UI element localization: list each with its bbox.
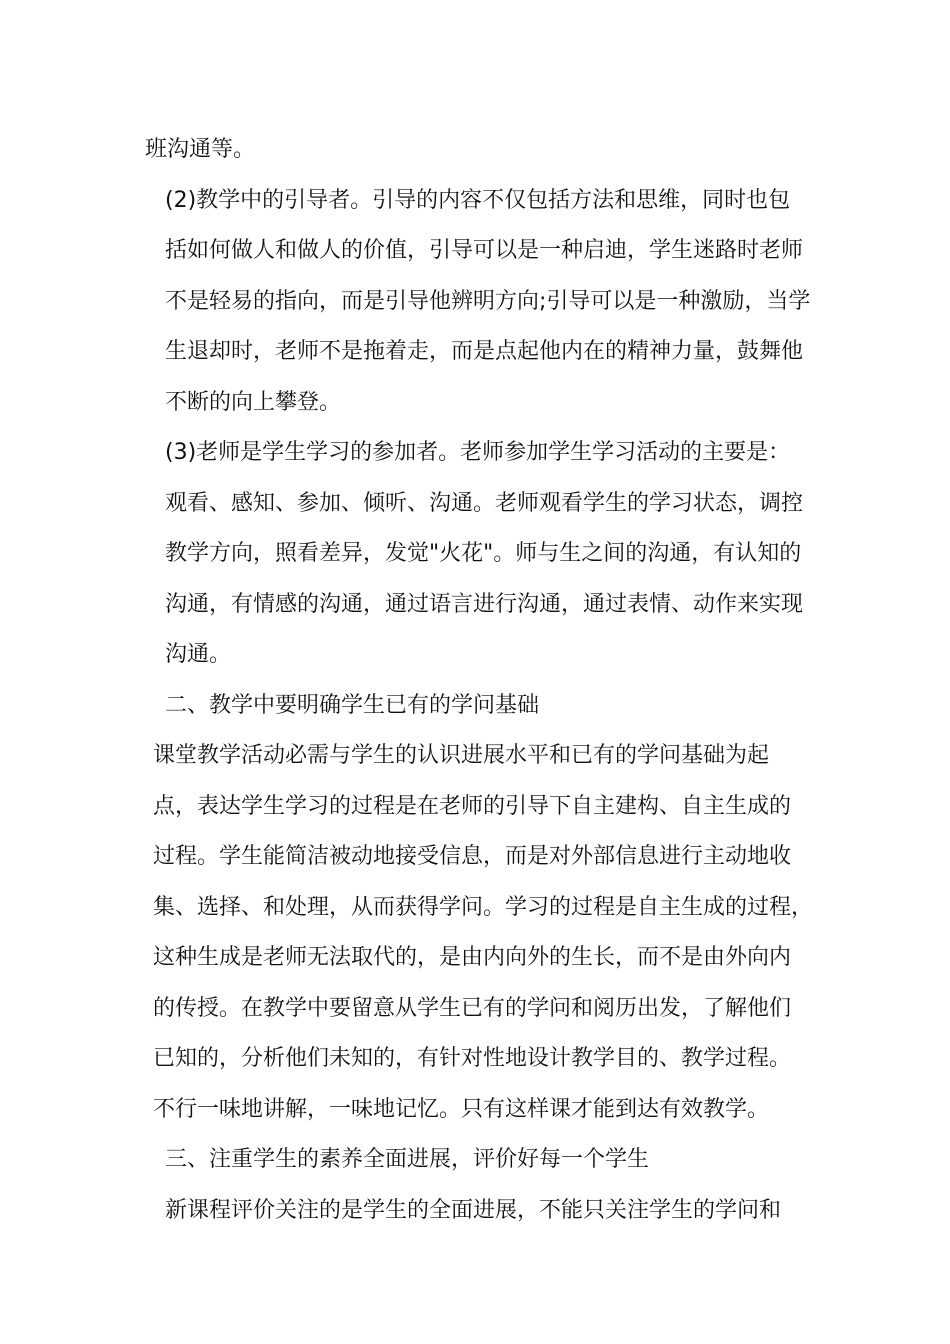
text-line: 集、选择、和处理，从而获得学问。学习的过程是自主生成的过程， — [153, 894, 814, 920]
body-paragraph — [145, 125, 817, 176]
text-line: 点，表达学生学习的过程是在老师的引导下自主建构、自主生成的 — [153, 793, 792, 819]
text-line: 括如何做人和做人的价值，引导可以是一种启迪，学生迷路时老师 — [165, 238, 804, 263]
text-line: 班沟通等。 — [145, 137, 256, 162]
text-line: 新课程评价关注的是学生的全面进展，不能只关注学生的学问和 — [165, 1197, 782, 1223]
body-paragraph — [145, 428, 817, 681]
section-heading — [145, 1135, 817, 1186]
text-line: 观看、感知、参加、倾听、沟通。老师观看学生的学习状态，调控 — [165, 490, 804, 516]
text-line: 不断的向上攀登。 — [165, 389, 342, 415]
text-line: (3)老师是学生学习的参加者。老师参加学生学习活动的主要是： — [165, 440, 791, 465]
body-paragraph — [145, 176, 817, 429]
text-line: 沟通，有情感的沟通，通过语言进行沟通，通过表情、动作来实现 — [165, 591, 804, 617]
text-line: 沟通。 — [165, 642, 232, 667]
body-paragraph — [145, 1186, 817, 1237]
text-line: 的传授。在教学中要留意从学生已有的学问和阅历出发，了解他们 — [153, 995, 792, 1021]
text-line: 过程。学生能简洁被动地接受信息，而是对外部信息进行主动地收 — [153, 844, 792, 869]
text-line: 生退却时，老师不是拖着走，而是点起他内在的精神力量，鼓舞他 — [165, 339, 804, 364]
body-paragraph — [145, 731, 817, 1135]
section-heading — [145, 681, 817, 732]
text-line: 课堂教学活动必需与学生的认识进展水平和已有的学问基础为起 — [153, 743, 770, 768]
text-line: 这种生成是老师无法取代的，是由内向外的生长，而不是由外向内 — [153, 945, 792, 970]
document-body — [145, 125, 817, 1236]
text-line: 二、教学中要明确学生已有的学问基础 — [165, 692, 540, 718]
text-line: 教学方向，照看差异，发觉"火花"。师与生之间的沟通，有认知的 — [165, 541, 802, 566]
text-line: 不是轻易的指向，而是引导他辨明方向;引导可以是一种激励，当学 — [165, 288, 811, 314]
text-line: 已知的，分析他们未知的，有针对性地设计教学目的、教学过程。 — [153, 1046, 792, 1071]
text-line: 不行一味地讲解，一味地记忆。只有这样课才能到达有效教学。 — [153, 1096, 770, 1122]
text-line: (2)教学中的引导者。引导的内容不仅包括方法和思维，同时也包 — [165, 187, 791, 213]
text-line: 三、注重学生的素养全面进展，评价好每一个学生 — [165, 1147, 650, 1172]
